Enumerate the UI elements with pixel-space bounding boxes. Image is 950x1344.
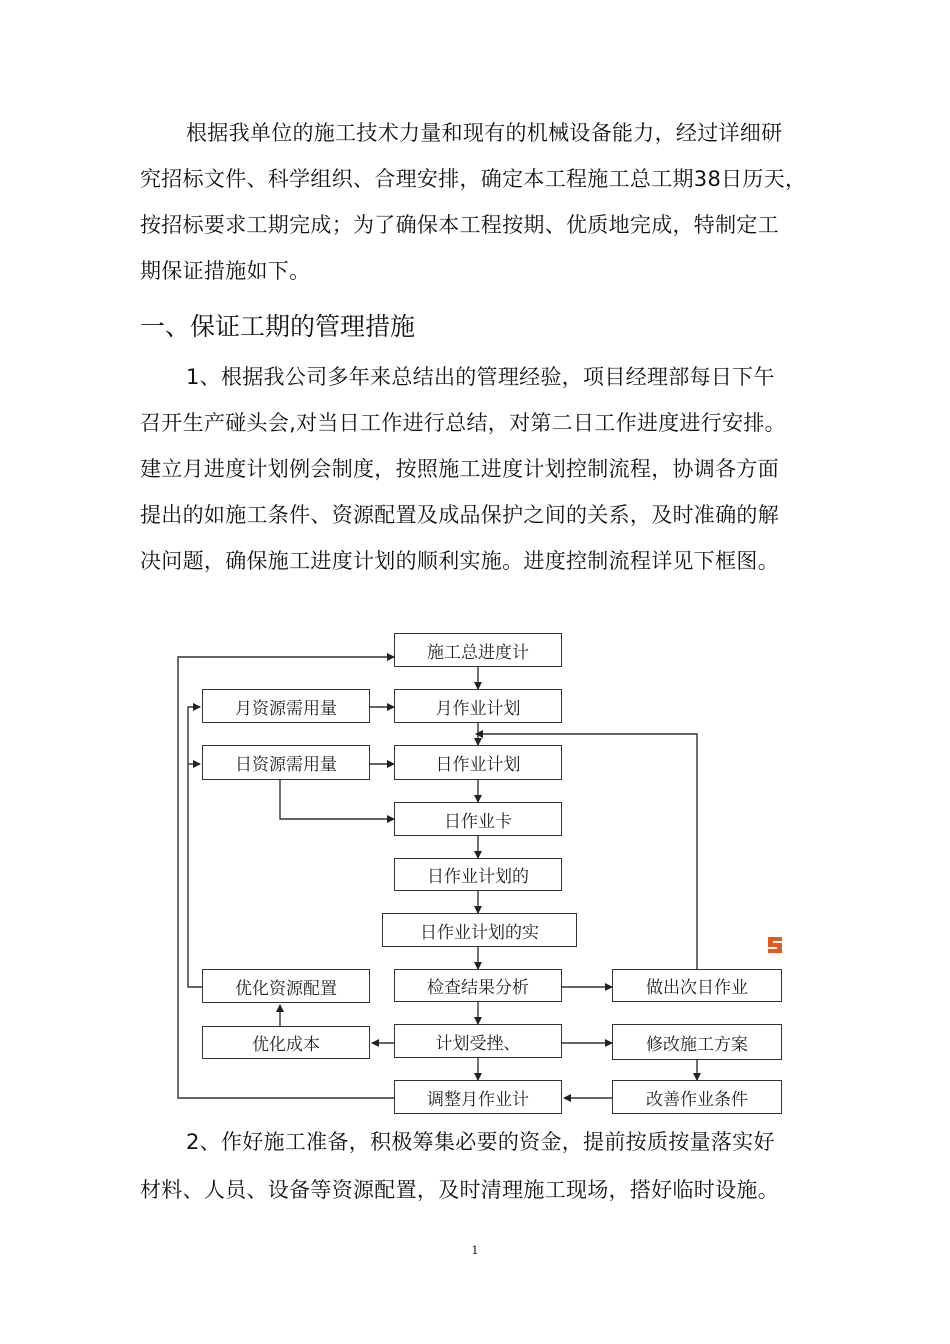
box-optimize-resources: 优化资源配置 bbox=[202, 969, 370, 1003]
box-monthly-resources: 月资源需用量 bbox=[202, 689, 370, 723]
box-improve-conditions: 改善作业条件 bbox=[612, 1080, 782, 1114]
para1-line-4: 期保证措施如下。 bbox=[140, 259, 311, 283]
para3-line-1: 2、作好施工准备，积极筹集必要的资金，提前按质按量落实好 bbox=[186, 1130, 775, 1154]
para2-line-1: 1、根据我公司多年来总结出的管理经验，项目经理部每日下午 bbox=[186, 365, 775, 389]
page-number: 1 bbox=[471, 1244, 479, 1257]
watermark-icon bbox=[765, 934, 785, 956]
box-adjust-monthly: 调整月作业计 bbox=[394, 1080, 562, 1114]
box-plan-control: 计划受挫、 bbox=[394, 1024, 562, 1058]
box-optimize-cost: 优化成本 bbox=[202, 1026, 370, 1059]
box-daily-resources: 日资源需用量 bbox=[202, 745, 370, 780]
section-heading: 一、保证工期的管理措施 bbox=[140, 312, 416, 341]
box-check-analysis: 检查结果分析 bbox=[394, 969, 562, 1002]
box-monthly-plan: 月作业计划 bbox=[394, 689, 562, 723]
para2-line-4: 提出的如施工条件、资源配置及成品保护之间的关系，及时准确的解 bbox=[140, 503, 779, 527]
box-next-day: 做出次日作业 bbox=[612, 969, 782, 1002]
box-total-plan: 施工总进度计 bbox=[394, 633, 562, 667]
box-daily-plan: 日作业计划 bbox=[394, 745, 562, 780]
para1-line-1: 根据我单位的施工技术力量和现有的机械设备能力，经过详细研 bbox=[186, 121, 783, 145]
box-daily-card: 日作业卡 bbox=[394, 802, 562, 836]
para1-line-3: 按招标要求工期完成；为了确保本工程按期、优质地完成，特制定工 bbox=[140, 213, 779, 237]
box-daily-plan-of: 日作业计划的 bbox=[394, 858, 562, 891]
para2-line-2: 召开生产碰头会,对当日工作进行总结，对第二日工作进度进行安排。 bbox=[140, 411, 786, 435]
box-modify-scheme: 修改施工方案 bbox=[612, 1024, 782, 1060]
para2-line-5: 决问题，确保施工进度计划的顺利实施。进度控制流程详见下框图。 bbox=[140, 549, 779, 573]
para1-line-2: 究招标文件、科学组织、合理安排，确定本工程施工总工期38日历天， bbox=[140, 167, 807, 191]
para3-line-2: 材料、人员、设备等资源配置，及时清理施工现场，搭好临时设施。 bbox=[140, 1178, 779, 1202]
box-daily-plan-impl: 日作业计划的实 bbox=[382, 913, 577, 947]
para2-line-3: 建立月进度计划例会制度，按照施工进度计划控制流程，协调各方面 bbox=[140, 457, 779, 481]
